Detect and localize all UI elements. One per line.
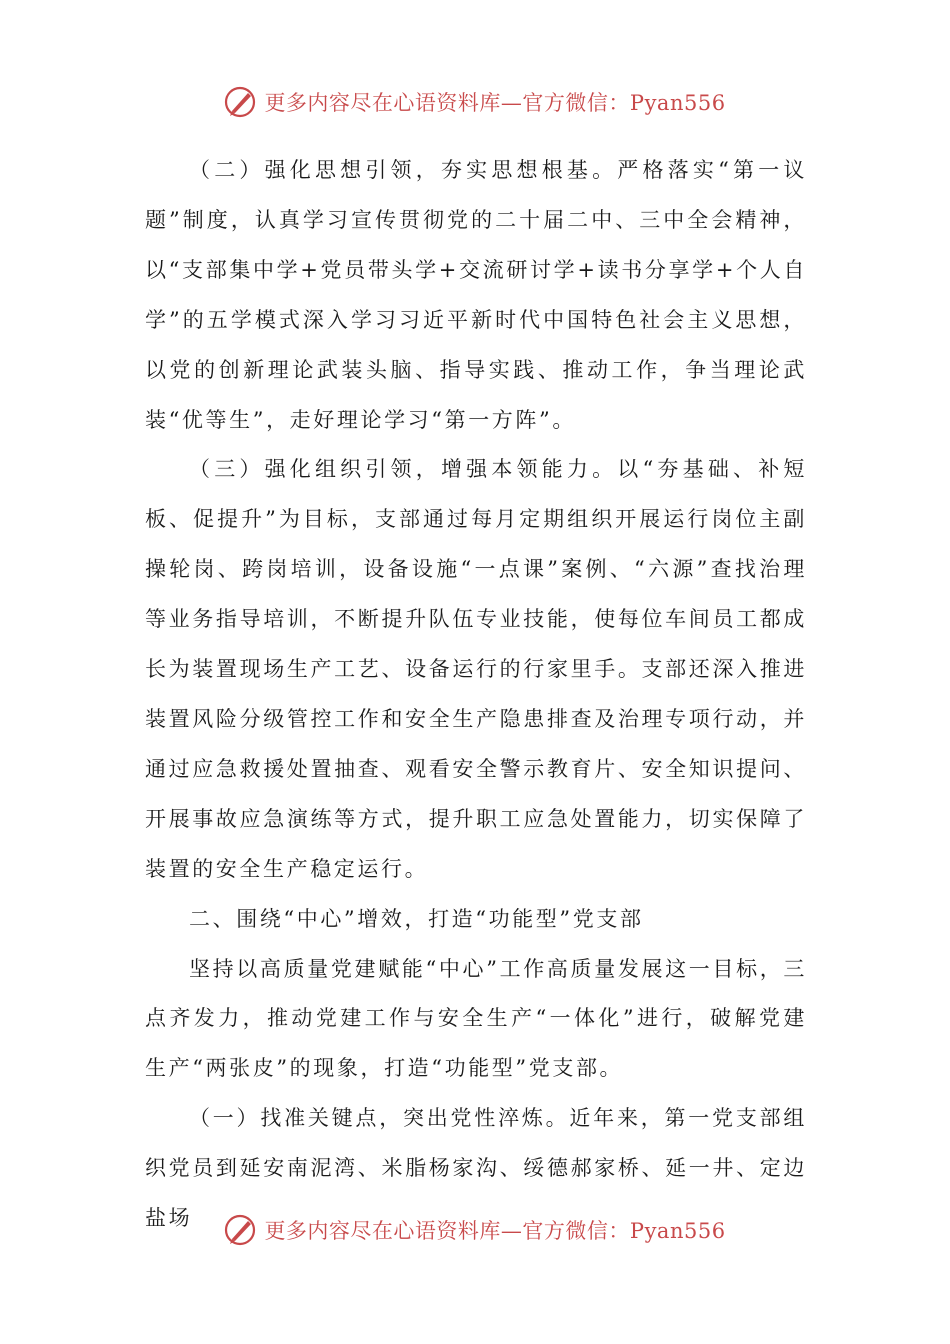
pen-logo-icon: [224, 85, 258, 119]
paragraph-ideology: （二）强化思想引领，夯实思想根基。严格落实“第一议题”制度，认真学习宣传贯彻党的二十届二中、三中全会精神，以“支部集中学+党员带头学+交流研讨学+读书分享学+个人自学”的五学模式深入学习习近平新时代中国特色社会主义思想，以党的创新理论武装头脑、指导实践、推动工作，争当理论武装“优等生”，走好理论学习“第一方阵”。: [145, 158, 807, 432]
paragraph-organization: （三）强化组织引领，增强本领能力。以“夯基础、补短板、促提升”为目标，支部通过每月定期组织开展运行岗位主副操轮岗、跨岗培训，设备设施“一点课”案例、“六源”查找治理等业务指导培训，不断提升队伍专业技能，使每位车间员工都成长为装置现场生产工艺、设备运行的行家里手。支部还深入推进装置风险分级管控工作和安全生产隐患排查及治理专项行动，并通过应急救援处置抽查、观看安全警示教育片、安全知识提问、开展事故应急演练等方式，提升职工应急处置能力，切实保障了装置的安全生产稳定运行。: [145, 457, 807, 881]
footer-banner: [0, 1210, 950, 1250]
paragraph-section-intro: 坚持以高质量党建赋能“中心”工作高质量发展这一目标，三点齐发力，推动党建工作与安全生产“一体化”进行，破解党建生产“两张皮”的现象，打造“功能型”党支部。: [145, 956, 807, 1081]
footer-banner-text: 更多内容尽在心语资料库—官方微信：Pyan556: [264, 1219, 726, 1243]
pen-logo-icon: [224, 1213, 258, 1247]
header-banner-text: 更多内容尽在心语资料库—官方微信：Pyan556: [264, 91, 726, 115]
paragraph-key-point: （一）找准关键点，突出党性淬炼。近年来，第一党支部组织党员到延安南泥湾、米脂杨家沟、绥德郝家桥、延一井、定边盐场: [145, 1106, 807, 1231]
document-body: [145, 146, 807, 1244]
header-banner: [0, 82, 950, 122]
section-heading: 二、围绕“中心”增效，打造“功能型”党支部: [189, 906, 644, 931]
